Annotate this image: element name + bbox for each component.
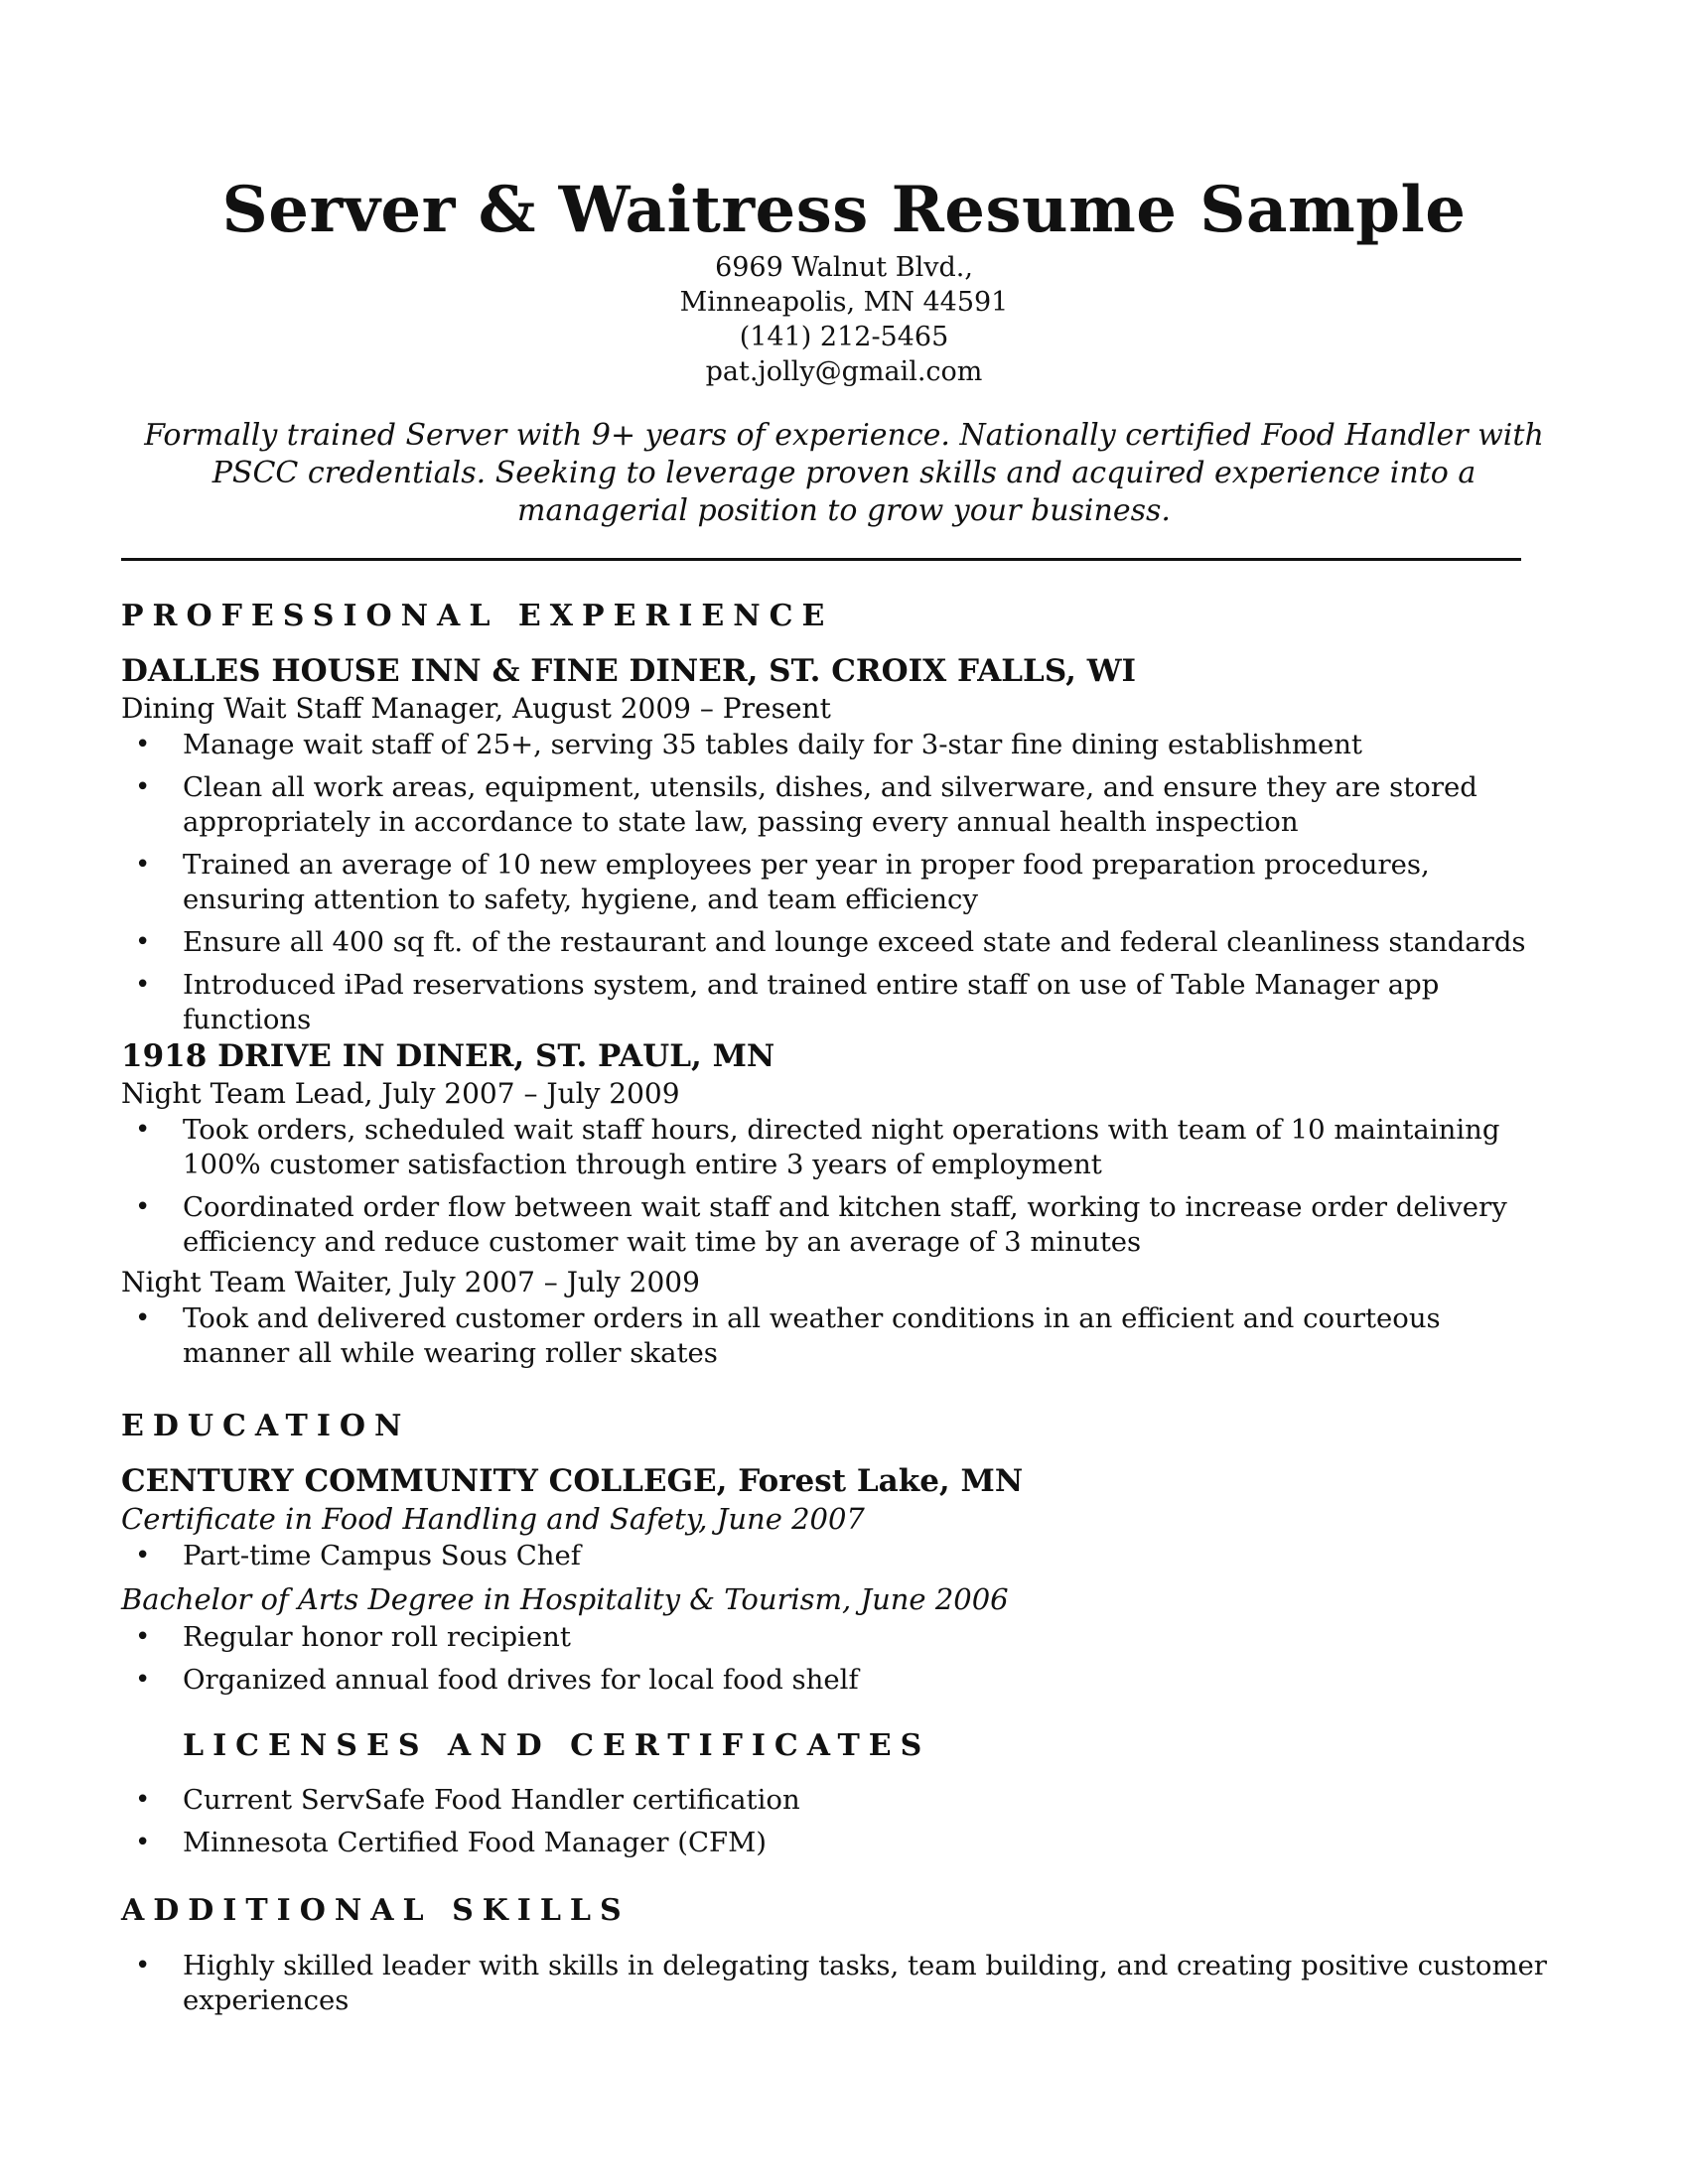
list-item: • Organized annual food drives for local food shelf: [135, 1664, 859, 1696]
job1-bullet-list: [121, 728, 1551, 1045]
list-item: • Clean all work areas, equipment, utensils, dishes, and silverware, and ensure they are stored appropriately in accordance to state law, passing every annual health inspection: [135, 771, 1477, 838]
bullet-icon: •: [135, 1192, 151, 1222]
resume-title: Server & Waitress Resume Sample: [221, 173, 1467, 247]
bullet-icon: •: [135, 1828, 151, 1857]
bullet-icon: •: [135, 772, 151, 802]
section-heading-skills: ADDITIONAL SKILLS: [121, 1893, 631, 1928]
company-name: DALLES HOUSE INN & FINE DINER, ST. CROIX FALLS, WI: [121, 653, 1137, 689]
list-item: • Trained an average of 10 new employees per year in proper food preparation procedures, ensuring attention to safety, hygiene, and team efficiency: [135, 849, 1430, 915]
list-item: • Took orders, scheduled wait staff hours, directed night operations with team of 10 maintaining 100% customer satisfaction through entire 3 years of employment: [135, 1114, 1500, 1180]
bullet-icon: •: [135, 1303, 151, 1333]
bullet-icon: •: [135, 1785, 151, 1815]
email-address: pat.jolly@gmail.com: [705, 356, 983, 387]
job-role: Night Team Waiter, July 2007 – July 2009: [121, 1266, 700, 1298]
bullet-icon: •: [135, 1951, 151, 1980]
job2-role2-bullet-list: [121, 1301, 1551, 1379]
bullet-icon: •: [135, 1665, 151, 1695]
bullet-icon: •: [135, 1622, 151, 1652]
list-item: • Part-time Campus Sous Chef: [135, 1540, 581, 1571]
list-item: • Regular honor roll recipient: [135, 1621, 571, 1653]
degree-title: Bachelor of Arts Degree in Hospitality & Tourism, June 2006: [121, 1582, 1009, 1616]
licenses-bullet-list: [121, 1783, 1551, 1868]
address-line-2: Minneapolis, MN 44591: [679, 287, 1009, 318]
bullet-icon: •: [135, 970, 151, 1000]
address-line-1: 6969 Walnut Blvd.,: [715, 252, 973, 283]
list-item: • Current ServSafe Food Handler certification: [135, 1784, 800, 1816]
bullet-icon: •: [135, 1115, 151, 1145]
list-item: • Ensure all 400 sq ft. of the restaurant and lounge exceed state and federal cleanliness standards: [135, 926, 1526, 958]
job2-role1-bullet-list: [121, 1113, 1551, 1268]
phone-number: (141) 212-5465: [739, 322, 949, 352]
bullet-icon: •: [135, 730, 151, 759]
degree-bullet-list: [121, 1620, 1551, 1706]
list-item: • Took and delivered customer orders in all weather conditions in an efficient and courteous manner all while wearing roller skates: [135, 1302, 1441, 1369]
list-item: • Minnesota Certified Food Manager (CFM): [135, 1827, 767, 1858]
contact-block: [0, 250, 1688, 389]
bullet-icon: •: [135, 1541, 151, 1570]
section-heading-licenses: LICENSES AND CERTIFICATES: [183, 1728, 931, 1763]
skills-bullet-list: [121, 1949, 1551, 2026]
certificate-title: Certificate in Food Handling and Safety, June 2007: [121, 1502, 865, 1536]
cert-bullet-list: [121, 1539, 1551, 1581]
list-item: • Coordinated order flow between wait staff and kitchen staff, working to increase order delivery efficiency and reduce customer wait time by an average of 3 minutes: [135, 1191, 1507, 1258]
section-heading-education: EDUCATION: [121, 1409, 411, 1443]
bullet-icon: •: [135, 850, 151, 880]
company-name: 1918 DRIVE IN DINER, ST. PAUL, MN: [121, 1038, 775, 1074]
list-item: • Introduced iPad reservations system, and trained entire staff on use of Table Manager app functions: [135, 969, 1440, 1035]
summary-statement: Formally trained Server with 9+ years of experience. Nationally certified Food Handler with PSCC credentials. Seeking to leverage proven skills and acquired experience into a managerial position to grow your business.: [144, 418, 1544, 528]
section-heading-experience: PROFESSIONAL EXPERIENCE: [121, 599, 834, 633]
school-name: CENTURY COMMUNITY COLLEGE, Forest Lake, MN: [121, 1463, 1024, 1499]
header-divider: [121, 558, 1521, 561]
list-item: • Manage wait staff of 25+, serving 35 tables daily for 3-star fine dining establishment: [135, 729, 1362, 760]
job-role: Dining Wait Staff Manager, August 2009 – Present: [121, 692, 831, 725]
bullet-icon: •: [135, 927, 151, 957]
job-role: Night Team Lead, July 2007 – July 2009: [121, 1077, 680, 1110]
list-item: • Highly skilled leader with skills in delegating tasks, team building, and creating positive customer experiences: [135, 1950, 1547, 2016]
